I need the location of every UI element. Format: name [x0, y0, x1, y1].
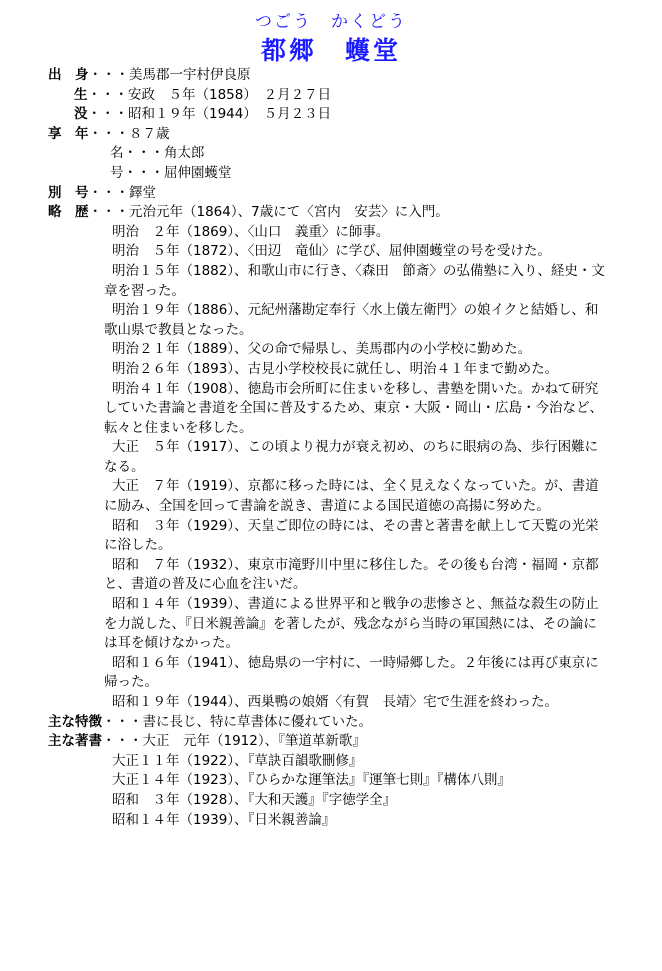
biography-entry: 明治 ２年（1869）、〈山口 義重〉に師事。: [112, 223, 390, 240]
profile-content: [48, 66, 608, 830]
profile-row-given-name: [48, 144, 608, 164]
work-entry: 昭和 ３年（1928）、『大和天護』『字徳学全』: [112, 791, 397, 808]
features-row: [48, 713, 608, 733]
field-value: ・・・鐸堂: [88, 184, 156, 201]
biography-entry: 明治２６年（1893）、古見小学校校長に就任し、明治４１年まで勤めた。: [112, 360, 559, 377]
field-value: ・・・８７歳: [88, 125, 170, 142]
field-label: 別 号: [48, 184, 89, 201]
field-label: 享 年: [48, 125, 89, 142]
page-title: 都郷 蠖堂: [260, 36, 401, 65]
biography-entry: 昭和 ３年（1929）、天皇ご即位の時には、その書と著書を献上して天覧の光栄に浴した。: [104, 517, 599, 554]
biography-entry: 明治１９年（1886）、元紀州藩勘定奉行〈水上儀左衛門〉の娘イクと結婚し、和歌山県で教員となった。: [104, 302, 599, 338]
profile-row-died: [48, 105, 608, 125]
biography-entry: 明治１５年（1882）、和歌山市に行き、〈森田 節斎〉の弘備塾に入り、経史・文章を習った。: [104, 262, 605, 299]
work-entry: 大正１４年（1923）、『ひらかな運筆法』『運筆七則』『構体八則』: [112, 772, 511, 789]
profile-row-born: [48, 86, 608, 106]
field-value: ・・・昭和１９年（1944） ５月２３日: [87, 106, 332, 123]
field-value: ・・・安政 ５年（1858） ２月２７日: [87, 86, 332, 103]
biography-heading: [48, 203, 608, 223]
biography-entry: 昭和１６年（1941）、徳島県の一宇村に、一時帰郷した。２年後には再び東京に帰った。: [104, 654, 599, 691]
field-label: 生: [74, 86, 88, 103]
biography-entry: 大正 ５年（1917）、この頃より視力が衰え初め、のちに眼病の為、歩行困難になる。: [104, 439, 599, 475]
field-label: 出 身: [48, 67, 89, 83]
field-value: ・・・美馬郡一宇村伊良原: [88, 67, 251, 83]
profile-row-birthplace: [48, 66, 608, 86]
field-label: 主な著書: [48, 733, 102, 750]
works-heading: [48, 732, 608, 752]
biography-entry: 明治２１年（1889）、父の命で帰県し、美馬郡内の小学校に勤めた。: [112, 341, 532, 358]
biography-entry: 大正 ７年（1919）、京都に移った時には、全く見えなくなっていた。が、書道に励み、全国を回って書論を説き、書道による国民道徳の高揚に努めた。: [104, 478, 599, 515]
profile-row-alias: [48, 184, 608, 204]
name-reading: つごう かくどう: [255, 12, 407, 32]
work-entry: 昭和１４年（1939）、『日米親善論』: [112, 811, 336, 828]
profile-row-art-name: [48, 164, 608, 184]
field-value: ・・・元治元年（1864）、7歳にて〈宮内 安芸〉に入門。: [88, 204, 449, 221]
field-value: ・・・大正 元年（1912）、『筆道革新歌』: [102, 733, 366, 750]
biography-entry: 昭和 ７年（1932）、東京市滝野川中里に移住した。その後も台湾・福岡・京都と、書道の普及に心血を注いだ。: [104, 556, 599, 593]
field-value: 号・・・屈伸園蠖堂: [110, 164, 232, 181]
biography-entry: 昭和１４年（1939）、書道による世界平和と戦争の悲惨さと、無益な殺生の防止を力説した、『日米親善論』を著したが、残念ながら当時の軍国熱には、その論には耳を傾けなかった。: [104, 596, 599, 652]
field-value: ・・・書に長じ、特に草書体に優れていた。: [102, 713, 372, 730]
biography-list: [48, 223, 608, 713]
profile-row-age: [48, 125, 608, 145]
biography-entry: 昭和１９年（1944）、西巣鴨の娘婿〈有賀 長靖〉宅で生涯を終わった。: [112, 694, 558, 710]
field-label: 主な特徴: [48, 713, 102, 730]
works-list: [48, 752, 608, 830]
work-entry: 大正１１年（1922）、『草訣百韻歌刪修』: [112, 752, 363, 769]
field-label: 没: [74, 106, 88, 123]
field-label: 略 歴: [48, 204, 89, 221]
field-value: 名・・・角太郎: [110, 145, 205, 162]
biography-entry: 明治 ５年（1872）、〈田辺 竜仙〉に学び、屈伸園蠖堂の号を受けた。: [112, 243, 551, 260]
biography-entry: 明治４１年（1908）、徳島市会所町に住まいを移し、書塾を開いた。かねて研究していた書論と書道を全国に普及するため、東京・大阪・岡山・広島・今治など、転々と住まいを移した。: [104, 380, 603, 436]
